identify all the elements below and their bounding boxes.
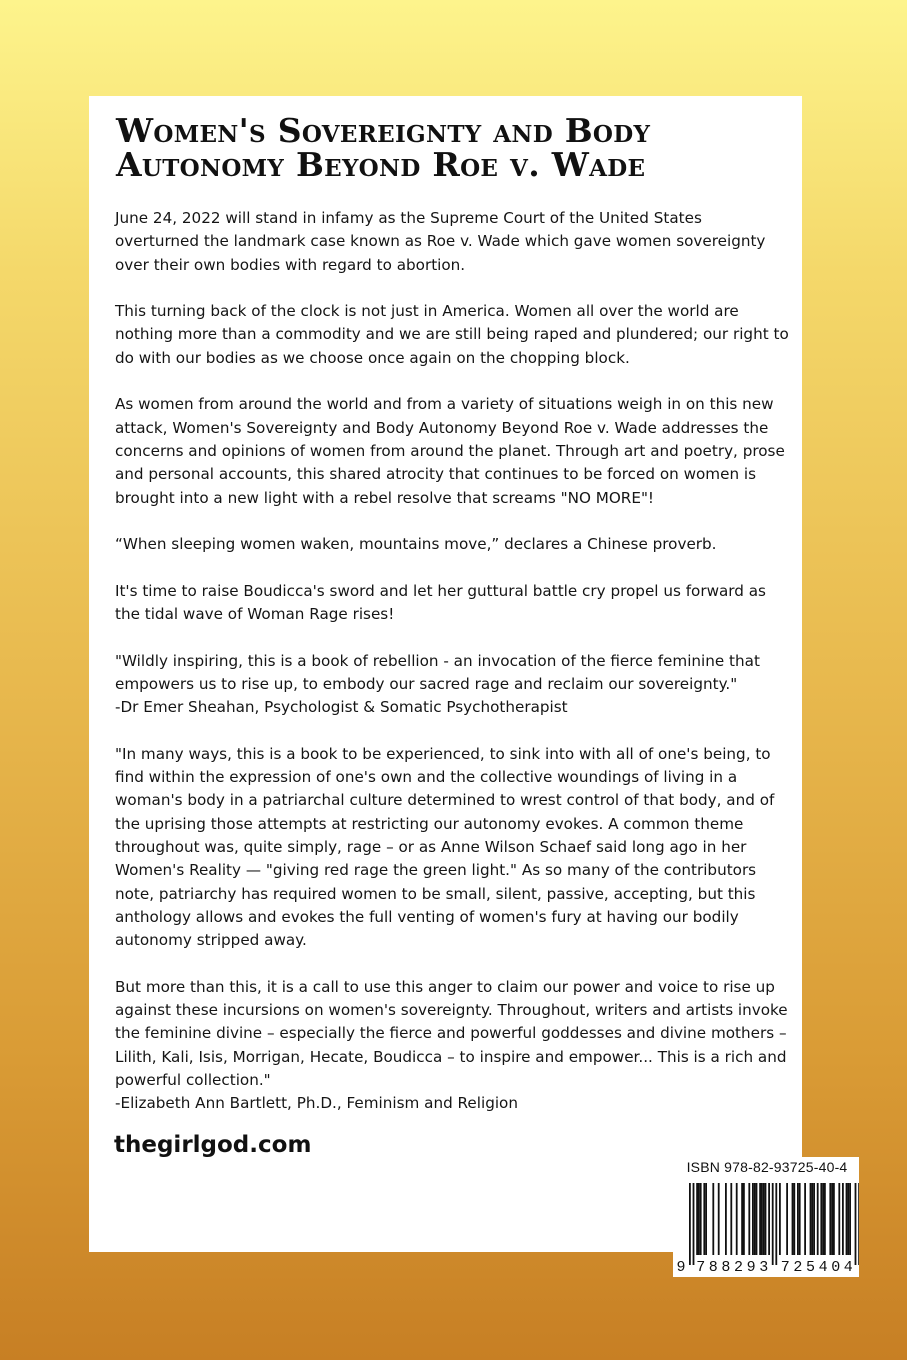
barcode-digit: 3 (759, 1259, 769, 1276)
barcode-bar (786, 1183, 788, 1255)
barcode-bar (842, 1183, 844, 1255)
isbn-label: ISBN 978-82-93725-40-4 (686, 1159, 848, 1175)
barcode-bar (797, 1183, 799, 1255)
barcode-bar (858, 1183, 859, 1265)
barcode-digit: 9 (676, 1259, 686, 1276)
barcode-digit: 7 (780, 1259, 790, 1276)
publisher-website: thegirlgod.com (114, 1132, 312, 1158)
barcode-bar (718, 1183, 720, 1255)
barcode-bar (838, 1183, 840, 1255)
barcode-bar (743, 1183, 745, 1255)
barcode-digit: 4 (843, 1259, 853, 1276)
barcode-bar (725, 1183, 727, 1255)
barcode-bar (730, 1183, 732, 1255)
barcode-bar (703, 1183, 705, 1255)
barcode-graphic (673, 1181, 859, 1277)
barcode-bar (754, 1183, 756, 1255)
barcode-bar (700, 1183, 702, 1255)
barcode-bar (693, 1183, 695, 1265)
barcode-digit: 7 (696, 1259, 706, 1276)
barcode-digit: 2 (733, 1259, 744, 1276)
barcode-digit: 4 (818, 1259, 828, 1276)
barcode-bar (831, 1183, 833, 1255)
barcode-digit: 5 (805, 1259, 816, 1276)
endorsement-1 (115, 650, 789, 720)
barcode-digit: 2 (793, 1259, 803, 1276)
barcode-bar (752, 1183, 754, 1255)
barcode-bar (712, 1183, 714, 1255)
barcode-bar (792, 1183, 794, 1255)
book-title: Women's Sovereignty and Body Autonomy Beyond Roe v. Wade (116, 111, 651, 184)
barcode-bar (698, 1183, 700, 1255)
barcode-bar (779, 1183, 781, 1255)
barcode-bar (804, 1183, 806, 1255)
barcode-bar (824, 1183, 826, 1255)
barcode-bar (849, 1183, 851, 1255)
endorsement-1-attribution: -Dr Emer Sheahan, Psychologist & Somatic Psychotherapist (115, 698, 568, 717)
barcode-bar (689, 1183, 691, 1265)
barcode-bar (799, 1183, 801, 1255)
barcode-bar (793, 1183, 795, 1255)
barcode-digit: 9 (746, 1259, 756, 1276)
barcode-digit: 8 (721, 1259, 731, 1276)
barcode-bar (759, 1183, 761, 1255)
endorsement-1-text: "Wildly inspiring, this is a book of rebellion - an invocation of the fierce feminine that empowers us to rise up, to embody our sacred rage and reclaim our sovereignty." (115, 651, 760, 693)
barcode-bar (810, 1183, 812, 1255)
barcode-bar (772, 1183, 774, 1265)
barcode-digit: 8 (708, 1259, 718, 1276)
barcode-bar (765, 1183, 767, 1255)
barcode-bar (817, 1183, 819, 1255)
barcode-bar (847, 1183, 849, 1255)
barcode-bar (761, 1183, 763, 1255)
barcode-bar (768, 1183, 770, 1255)
endorsement-2-text: But more than this, it is a call to use this anger to claim our power and voice to rise up against these incursions on women's sovereignty. Throughout, writers and artists invoke the feminine divine – especially the fierce and powerful goddesses and divine mothers – Lilith, Kali, Isis, Morrigan, Hecate, Boudicca – to inspire and empower... This is a rich and powerful collection." (115, 977, 788, 1089)
barcode-bar (829, 1183, 831, 1255)
blurb-paragraph-2: This turning back of the clock is not just in America. Women all over the world are nothing more than a commodity and we are still being raped and plundered; our right to do with our bodies as we choose once again on the chopping block. (115, 302, 789, 367)
blurb-paragraph-3: As women from around the world and from a variety of situations weigh in on this new attack, Women's Sovereignty and Body Autonomy Beyond Roe v. Wade addresses the concerns and opinions of women from around the planet. Through art and poetry, prose and personal accounts, this shared atrocity that continues to be forced on women is brought into a new light with a rebel resolve that screams "NO MORE"! (115, 395, 785, 507)
barcode-bar (756, 1183, 758, 1255)
barcode-bar (775, 1183, 777, 1265)
endorsement-2-paragraph-1: "In many ways, this is a book to be experienced, to sink into with all of one's being, to find within the expression of one's own and the collective woundings of living in a woman's body in a patriarchal culture determined to wrest control of that body, and of the uprising those attempts at restricting our autonomy evokes. A common theme throughout was, quite simply, rage – or as Anne Wilson Schaef said long ago in her Women's Reality — "giving red rage the green light." As so many of the contributors note, patriarchy has required women to be small, silent, passive, accepting, but this anthology allows and evokes the full venting of women's fury at having our bodily autonomy stripped away. (115, 744, 775, 950)
barcode-bars (689, 1183, 859, 1265)
barcode-bar (820, 1183, 822, 1255)
isbn-barcode (673, 1157, 859, 1277)
barcode-bar (736, 1183, 738, 1255)
barcode-digit: 0 (831, 1259, 841, 1276)
blurb-body (115, 207, 789, 1139)
barcode-bar (833, 1183, 835, 1255)
blurb-paragraph-5: It's time to raise Boudicca's sword and let her guttural battle cry propel us forward as the tidal wave of Woman Rage rises! (115, 581, 766, 624)
barcode-bar (748, 1183, 750, 1255)
barcode-bar (763, 1183, 765, 1255)
barcode-bar (741, 1183, 743, 1255)
barcode-digits (676, 1259, 852, 1276)
endorsement-2-attribution: -Elizabeth Ann Bartlett, Ph.D., Feminism and Religion (115, 1094, 518, 1113)
barcode-bar (696, 1183, 698, 1255)
back-cover-text-panel (89, 96, 802, 1252)
blurb-paragraph-1: June 24, 2022 will stand in infamy as the Supreme Court of the United States overturned the landmark case known as Roe v. Wade which gave women sovereignty over their own bodies with regard to abortion. (115, 209, 766, 274)
barcode-bar (705, 1183, 707, 1255)
barcode-bar (846, 1183, 848, 1255)
barcode-bar (822, 1183, 824, 1255)
endorsement-2-paragraph-2 (115, 976, 789, 1116)
barcode-bar (811, 1183, 813, 1255)
blurb-paragraph-4: “When sleeping women waken, mountains move,” declares a Chinese proverb. (115, 535, 717, 554)
barcode-bar (855, 1183, 857, 1265)
barcode-bar (813, 1183, 815, 1255)
